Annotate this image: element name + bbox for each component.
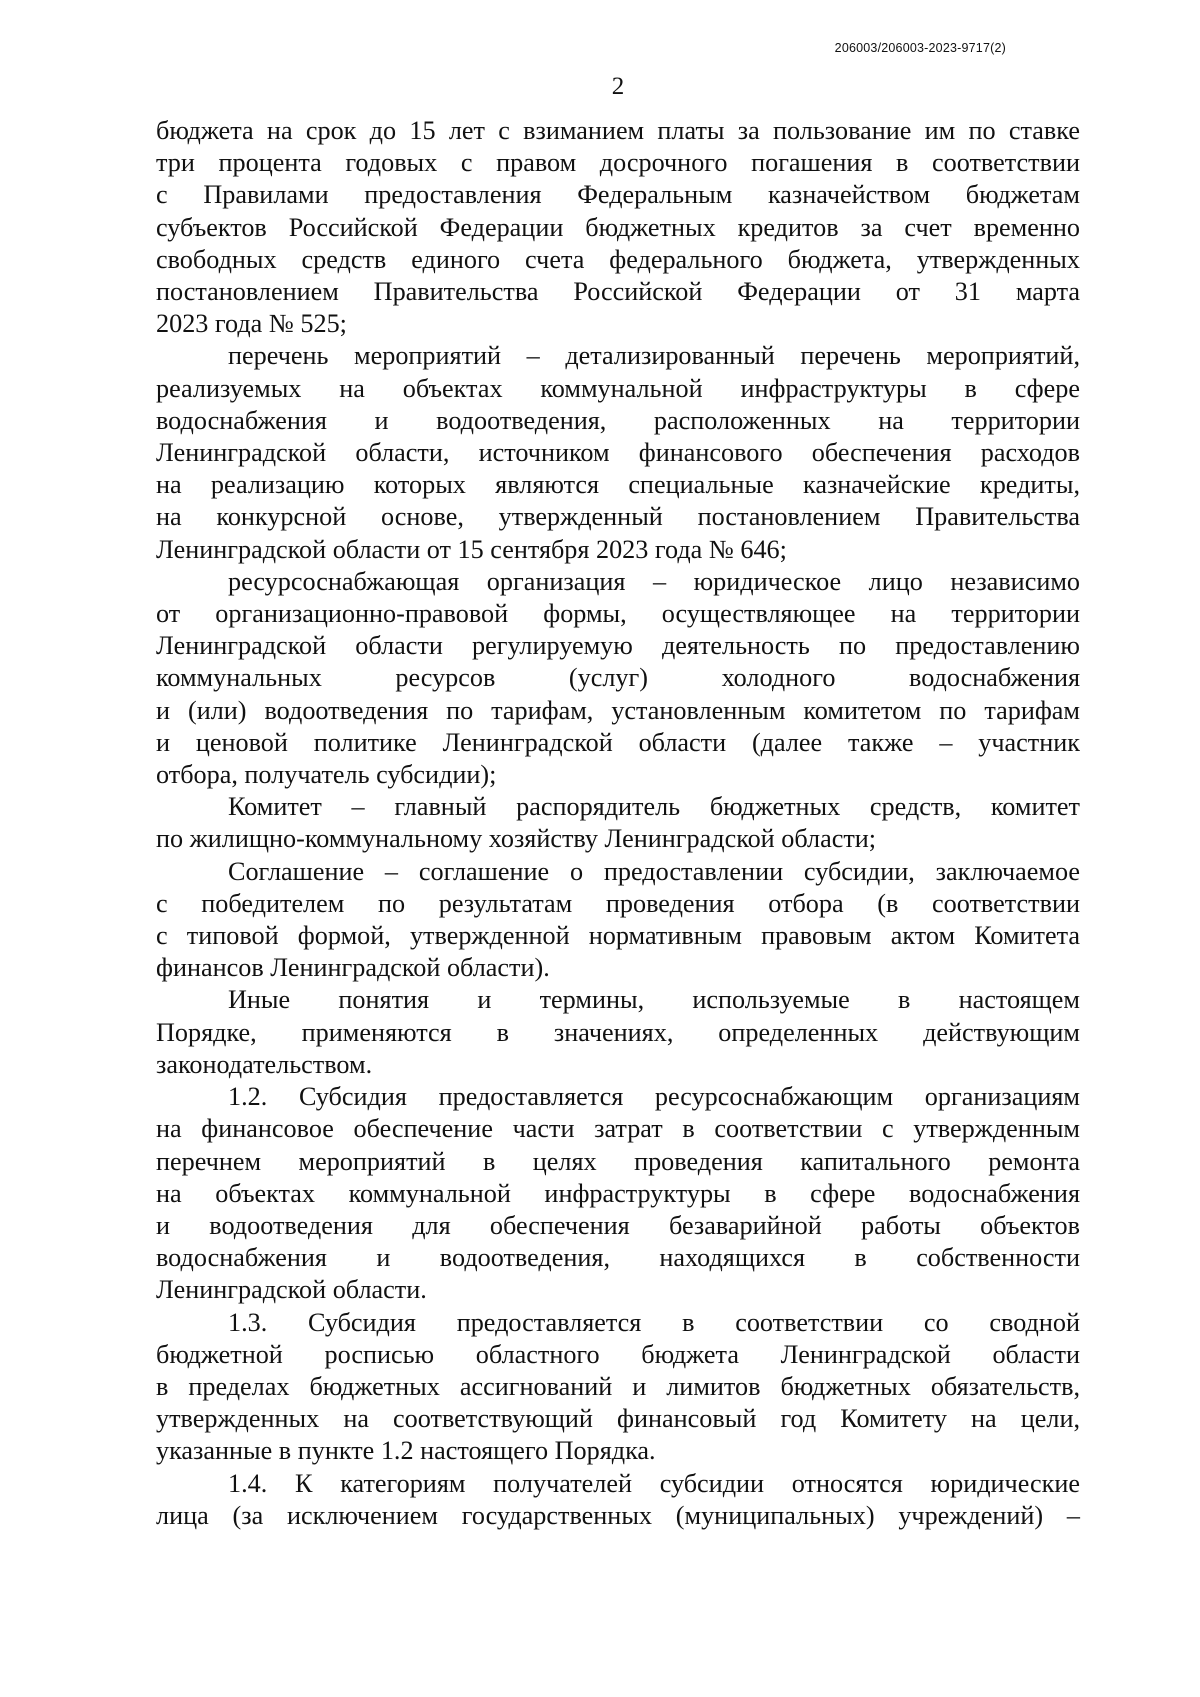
- paragraph: [156, 1081, 1080, 1306]
- text-line: свободных средств единого счета федерального бюджета, утвержденных: [156, 244, 1080, 274]
- text-line: ресурсоснабжающая организация – юридическое лицо независимо: [228, 566, 1080, 596]
- text-line: в пределах бюджетных ассигнований и лимитов бюджетных обязательств,: [156, 1371, 1080, 1401]
- text-line: утвержденных на соответствующий финансовый год Комитету на цели,: [156, 1404, 1080, 1434]
- text-line: отбора, получатель субсидии);: [156, 760, 497, 790]
- text-line: на финансовое обеспечение части затрат в соответствии с утвержденным: [156, 1114, 1080, 1144]
- text-line: и ценовой политике Ленинградской области (далее также – участник: [156, 727, 1080, 757]
- text-line: субъектов Российской Федерации бюджетных кредитов за счет временно: [156, 212, 1080, 242]
- text-line: Ленинградской области от 15 сентября 2023 года № 646;: [156, 534, 787, 564]
- text-line: Комитет – главный распорядитель бюджетных средств, комитет: [228, 792, 1080, 822]
- text-line: на реализацию которых являются специальные казначейские кредиты,: [156, 470, 1080, 500]
- paragraph: [156, 984, 1080, 1081]
- text-line: перечень мероприятий – детализированный перечень мероприятий,: [228, 341, 1080, 371]
- paragraph: [156, 1307, 1080, 1468]
- text-line: на объектах коммунальной инфраструктуры в сфере водоснабжения: [156, 1178, 1080, 1208]
- paragraph: [156, 115, 1080, 340]
- document-id: 206003/206003-2023-9717(2): [834, 41, 1006, 55]
- text-line: Ленинградской области, источником финансового обеспечения расходов: [156, 438, 1080, 468]
- paragraph: [156, 791, 1080, 855]
- paragraph: [156, 856, 1080, 985]
- text-line: Ленинградской области регулируемую деятельность по предоставлению: [156, 631, 1080, 661]
- text-line: Иные понятия и термины, используемые в настоящем: [228, 985, 1080, 1015]
- text-line: Порядке, применяются в значениях, определенных действующим: [156, 1017, 1080, 1047]
- text-line: и водоотведения для обеспечения безаварийной работы объектов: [156, 1210, 1080, 1240]
- text-line: 1.2. Субсидия предоставляется ресурсоснабжающим организациям: [228, 1082, 1080, 1112]
- text-line: финансов Ленинградской области).: [156, 953, 550, 983]
- text-line: водоснабжения и водоотведения, находящихся в собственности: [156, 1243, 1080, 1273]
- paragraph: [156, 1468, 1080, 1532]
- paragraph: [156, 566, 1080, 791]
- text-line: водоснабжения и водоотведения, расположенных на территории: [156, 405, 1080, 435]
- text-line: на конкурсной основе, утвержденный постановлением Правительства: [156, 502, 1080, 532]
- text-line: с Правилами предоставления Федеральным казначейством бюджетам: [156, 180, 1080, 210]
- text-line: лица (за исключением государственных (муниципальных) учреждений) –: [156, 1500, 1080, 1530]
- text-line: законодательством.: [156, 1049, 373, 1079]
- text-line: бюджетной росписью областного бюджета Ленинградской области: [156, 1339, 1080, 1369]
- text-line: 1.4. К категориям получателей субсидии относятся юридические: [228, 1468, 1080, 1498]
- text-line: бюджета на срок до 15 лет с взиманием платы за пользование им по ставке: [156, 116, 1080, 145]
- text-line: 2023 года № 525;: [156, 309, 347, 339]
- text-line: постановлением Правительства Российской Федерации от 31 марта: [156, 277, 1080, 307]
- text-line: по жилищно-коммунальному хозяйству Ленинградской области;: [156, 824, 877, 854]
- text-line: с типовой формой, утвержденной нормативным правовым актом Комитета: [156, 921, 1080, 951]
- page-number: 2: [611, 73, 625, 100]
- text-line: реализуемых на объектах коммунальной инфраструктуры в сфере: [156, 373, 1080, 403]
- text-line: от организационно-правовой формы, осуществляющее на территории: [156, 599, 1080, 629]
- text-line: с победителем по результатам проведения отбора (в соответствии: [156, 888, 1080, 918]
- text-line: три процента годовых с правом досрочного погашения в соответствии: [156, 148, 1080, 178]
- text-line: перечнем мероприятий в целях проведения капитального ремонта: [156, 1146, 1080, 1176]
- paragraph: [156, 340, 1080, 565]
- text-line: Соглашение – соглашение о предоставлении субсидии, заключаемое: [228, 856, 1080, 886]
- text-line: Ленинградской области.: [156, 1275, 427, 1305]
- text-line: указанные в пункте 1.2 настоящего Порядка.: [156, 1436, 656, 1466]
- text-line: коммунальных ресурсов (услуг) холодного водоснабжения: [156, 663, 1080, 693]
- text-line: и (или) водоотведения по тарифам, установленным комитетом по тарифам: [156, 695, 1080, 725]
- text-line: 1.3. Субсидия предоставляется в соответствии со сводной: [228, 1307, 1080, 1337]
- document-body: [156, 115, 1080, 1532]
